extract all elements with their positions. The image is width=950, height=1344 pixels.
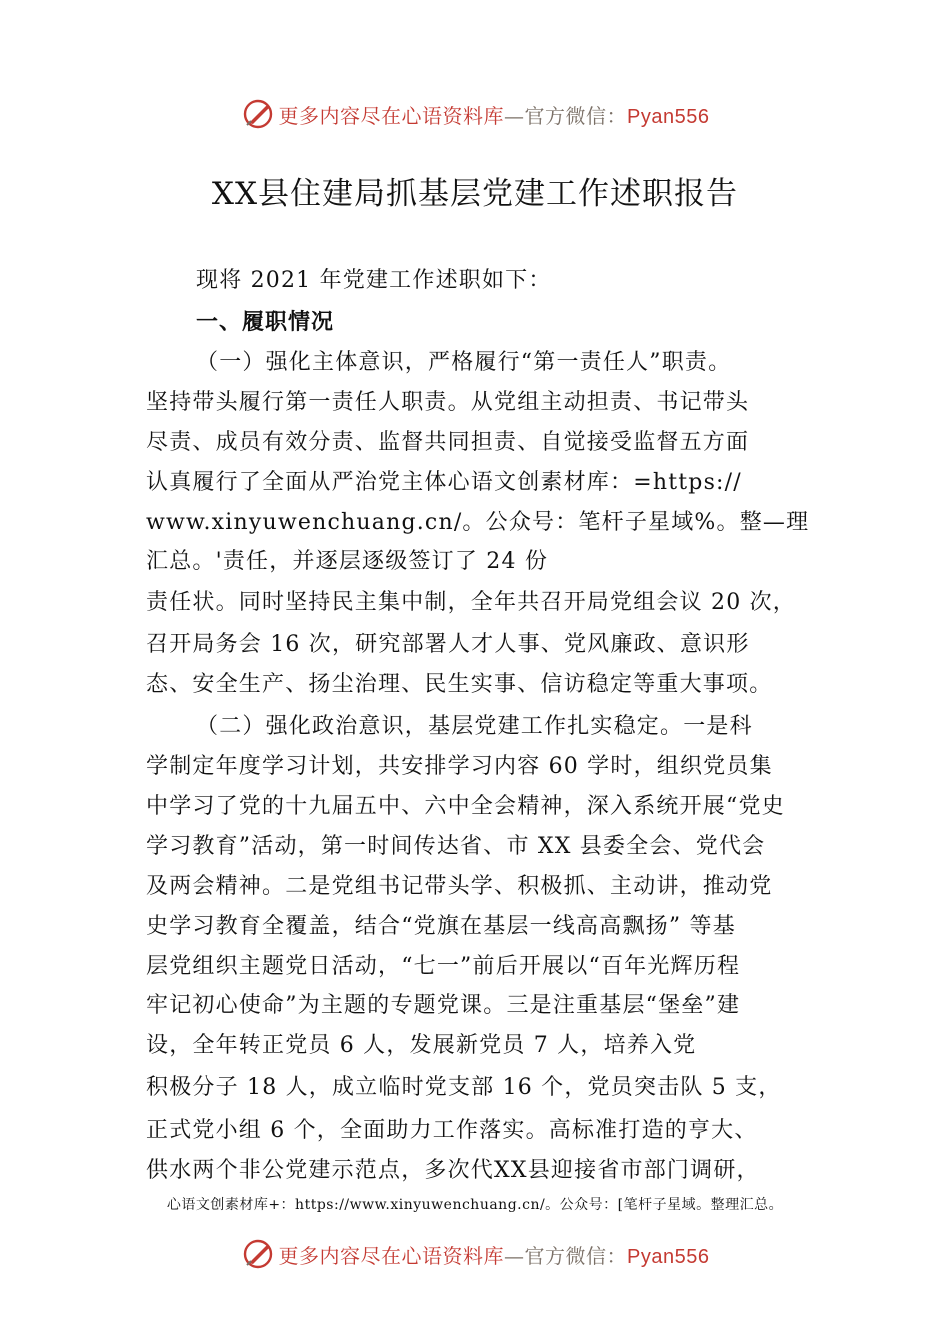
text-line: 学制定年度学习计划，共安排学习内容 60 学时，组织党员集 xyxy=(146,754,773,779)
text-line: 责任状。同时坚持民主集中制，全年共召开局党组会议 20 次， xyxy=(146,590,796,615)
text-line: 积极分子 18 人，成立临时党支部 16 个，党员突击队 5 支， xyxy=(146,1075,782,1100)
banner-sub: —官方微信： xyxy=(504,103,628,128)
section-heading: 一、履职情况 xyxy=(196,310,335,335)
text-line: 汇总。'责任，并逐层逐级签订了 24 份 xyxy=(146,549,549,574)
text-line: 召开局务会 16 次，研究部署人才人事、党风廉政、意识形 xyxy=(146,632,750,657)
text-line: 现将 2021 年党建工作述职如下： xyxy=(196,268,552,293)
text-line: 牢记初心使命”为主题的专题党课。三是注重基层“堡垒”建 xyxy=(146,993,741,1018)
banner-wechat-id: Pyan556 xyxy=(627,1245,710,1268)
text-line: （一）强化主体意识，严格履行“第一责任人”职责。 xyxy=(196,350,732,375)
banner-main: 更多内容尽在心语资料库 xyxy=(278,1243,505,1268)
footer-note: 心语文创素材库+：https://www.xinyuwenchuang.cn/。公众号：[笔杆子星域。整理汇总。 xyxy=(166,1197,784,1213)
banner-wechat-id: Pyan556 xyxy=(627,105,710,128)
text-line: 正式党小组 6 个，全面助力工作落实。高标准打造的亨大、 xyxy=(146,1118,758,1143)
text-line: 学习教育”活动，第一时间传达省、市 XX 县委全会、党代会 xyxy=(146,834,766,859)
banner-text xyxy=(279,1240,710,1269)
banner-sub: —官方微信： xyxy=(504,1243,628,1268)
text-line: www.xinyuwenchuang.cn/。公众号：笔杆子星域%。整—理 xyxy=(146,510,810,535)
quill-logo-icon xyxy=(241,1237,275,1271)
text-line: 认真履行了全面从严治党主体心语文创素材库：=https:// xyxy=(146,470,742,495)
text-line: 及两会精神。二是党组书记带头学、积极抓、主动讲，推动党 xyxy=(146,874,773,899)
text-line: 史学习教育全覆盖，结合“党旗在基层一线高高飘扬” 等基 xyxy=(146,914,736,939)
text-line: 设，全年转正党员 6 人，发展新党员 7 人，培养入党 xyxy=(146,1033,697,1058)
banner-main: 更多内容尽在心语资料库 xyxy=(278,103,505,128)
text-line: 供水两个非公党建示范点，多次代XX县迎接省市部门调研， xyxy=(146,1158,760,1183)
text-line: 中学习了党的十九届五中、六中全会精神，深入系统开展“党史 xyxy=(146,794,785,819)
text-line: 态、安全生产、扬尘治理、民生实事、信访稳定等重大事项。 xyxy=(146,672,773,697)
text-line: 坚持带头履行第一责任人职责。从党组主动担责、书记带头 xyxy=(146,390,750,415)
footer-banner xyxy=(0,1232,950,1276)
text-line: 尽责、成员有效分责、监督共同担责、自觉接受监督五方面 xyxy=(146,430,750,455)
text-line: （二）强化政治意识，基层党建工作扎实稳定。一是科 xyxy=(196,714,753,739)
text-line: 层党组织主题党日活动，“七一”前后开展以“百年光辉历程 xyxy=(146,954,741,979)
document-title: XX县住建局抓基层党建工作述职报告 xyxy=(211,176,739,212)
